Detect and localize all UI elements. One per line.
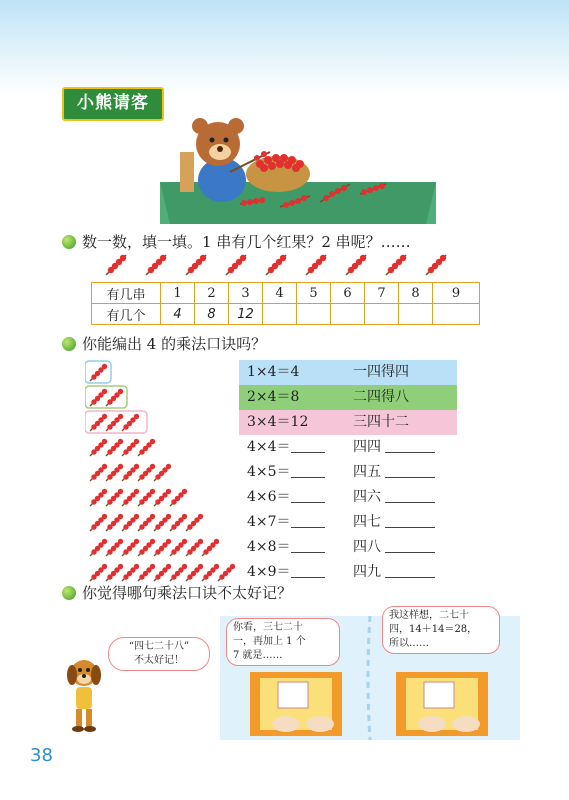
lesson-title: 小熊请客 bbox=[62, 87, 164, 121]
speech-bubble-left: 你看，三七二十 一，再加上 1 个 7 就是…… bbox=[226, 618, 340, 666]
answer-blank[interactable] bbox=[291, 438, 325, 453]
answer-blank[interactable] bbox=[291, 488, 325, 503]
rhyme-blank[interactable] bbox=[385, 488, 435, 503]
formula-row bbox=[239, 410, 457, 435]
formula-rhyme: 一四得四 bbox=[353, 364, 409, 380]
formula-rhyme: 四七 bbox=[353, 510, 435, 535]
formula-row bbox=[239, 485, 457, 510]
bullet-icon bbox=[62, 586, 76, 600]
question-2: 你能编出 4 的乘法口诀吗？ bbox=[62, 334, 266, 354]
table-cell: 1 bbox=[161, 283, 195, 304]
formula-equation: 4×7＝ bbox=[247, 510, 325, 535]
answer-blank[interactable] bbox=[291, 563, 325, 578]
question-3: 你觉得哪句乘法口诀不太好记？ bbox=[62, 583, 292, 603]
answer-blank[interactable] bbox=[291, 538, 325, 553]
count-table bbox=[91, 282, 480, 325]
formula-row bbox=[239, 435, 457, 460]
speech-bubble-right: 我这样想，二七十 四，14＋14＝28， 所以…… bbox=[382, 606, 500, 654]
bullet-icon bbox=[62, 235, 76, 249]
table-row-label: 有几串 bbox=[92, 283, 161, 304]
answer-blank[interactable] bbox=[291, 513, 325, 528]
table-row bbox=[92, 283, 480, 304]
answer-cell[interactable] bbox=[399, 304, 433, 325]
rhyme-blank[interactable] bbox=[385, 513, 435, 528]
formula-rhyme: 四六 bbox=[353, 485, 435, 510]
bear-scene-illustration bbox=[160, 112, 436, 224]
formula-equation: 4×9＝ bbox=[247, 560, 325, 585]
table-row-label: 有几个 bbox=[92, 304, 161, 325]
formula-rhyme: 三四十二 bbox=[353, 414, 409, 430]
formula-row bbox=[239, 535, 457, 560]
table-cell: 3 bbox=[229, 283, 263, 304]
table-cell: 8 bbox=[399, 283, 433, 304]
formula-equation: 4×4＝ bbox=[247, 435, 325, 460]
answer-cell[interactable] bbox=[365, 304, 399, 325]
table-cell: 6 bbox=[331, 283, 365, 304]
table-cell: 7 bbox=[365, 283, 399, 304]
formula-rhyme: 二四得八 bbox=[353, 389, 409, 405]
table-row bbox=[92, 304, 480, 325]
formula-equation: 4×5＝ bbox=[247, 460, 325, 485]
rhyme-blank[interactable] bbox=[385, 563, 435, 578]
answer-cell[interactable]: 4 bbox=[161, 304, 195, 325]
formula-rhyme: 四四 bbox=[353, 435, 435, 460]
dog-character-illustration bbox=[62, 655, 106, 735]
multiplication-table bbox=[239, 360, 457, 585]
answer-cell[interactable] bbox=[331, 304, 365, 325]
top-gradient-band bbox=[0, 0, 569, 95]
formula-row bbox=[239, 460, 457, 485]
answer-cell[interactable] bbox=[263, 304, 297, 325]
formula-equation: 1×4＝4 bbox=[247, 364, 300, 380]
rhyme-blank[interactable] bbox=[385, 463, 435, 478]
formula-rhyme: 四八 bbox=[353, 535, 435, 560]
table-cell: 2 bbox=[195, 283, 229, 304]
dog-speech-bubble: “四七二十八” 不太好记！ bbox=[108, 637, 210, 671]
formula-row bbox=[239, 385, 457, 410]
answer-cell[interactable] bbox=[433, 304, 480, 325]
rhyme-blank[interactable] bbox=[385, 438, 435, 453]
table-cell: 9 bbox=[433, 283, 480, 304]
formula-equation: 3×4＝12 bbox=[247, 414, 309, 430]
page-number: 38 bbox=[30, 745, 53, 766]
table-cell: 5 bbox=[297, 283, 331, 304]
formula-equation: 4×8＝ bbox=[247, 535, 325, 560]
formula-rhyme: 四五 bbox=[353, 460, 435, 485]
skewers-row-illustration bbox=[102, 253, 462, 277]
skewer-pyramid-illustration bbox=[85, 360, 235, 585]
answer-cell[interactable]: 8 bbox=[195, 304, 229, 325]
formula-row bbox=[239, 510, 457, 535]
formula-equation: 4×6＝ bbox=[247, 485, 325, 510]
formula-rhyme: 四九 bbox=[353, 560, 435, 585]
formula-row bbox=[239, 560, 457, 585]
question-1: 数一数，填一填。1 串有几个红果？2 串呢？…… bbox=[62, 232, 411, 252]
table-cell: 4 bbox=[263, 283, 297, 304]
bullet-icon bbox=[62, 337, 76, 351]
formula-row bbox=[239, 360, 457, 385]
answer-cell[interactable]: 12 bbox=[229, 304, 263, 325]
answer-blank[interactable] bbox=[291, 463, 325, 478]
answer-cell[interactable] bbox=[297, 304, 331, 325]
rhyme-blank[interactable] bbox=[385, 538, 435, 553]
formula-equation: 2×4＝8 bbox=[247, 389, 300, 405]
